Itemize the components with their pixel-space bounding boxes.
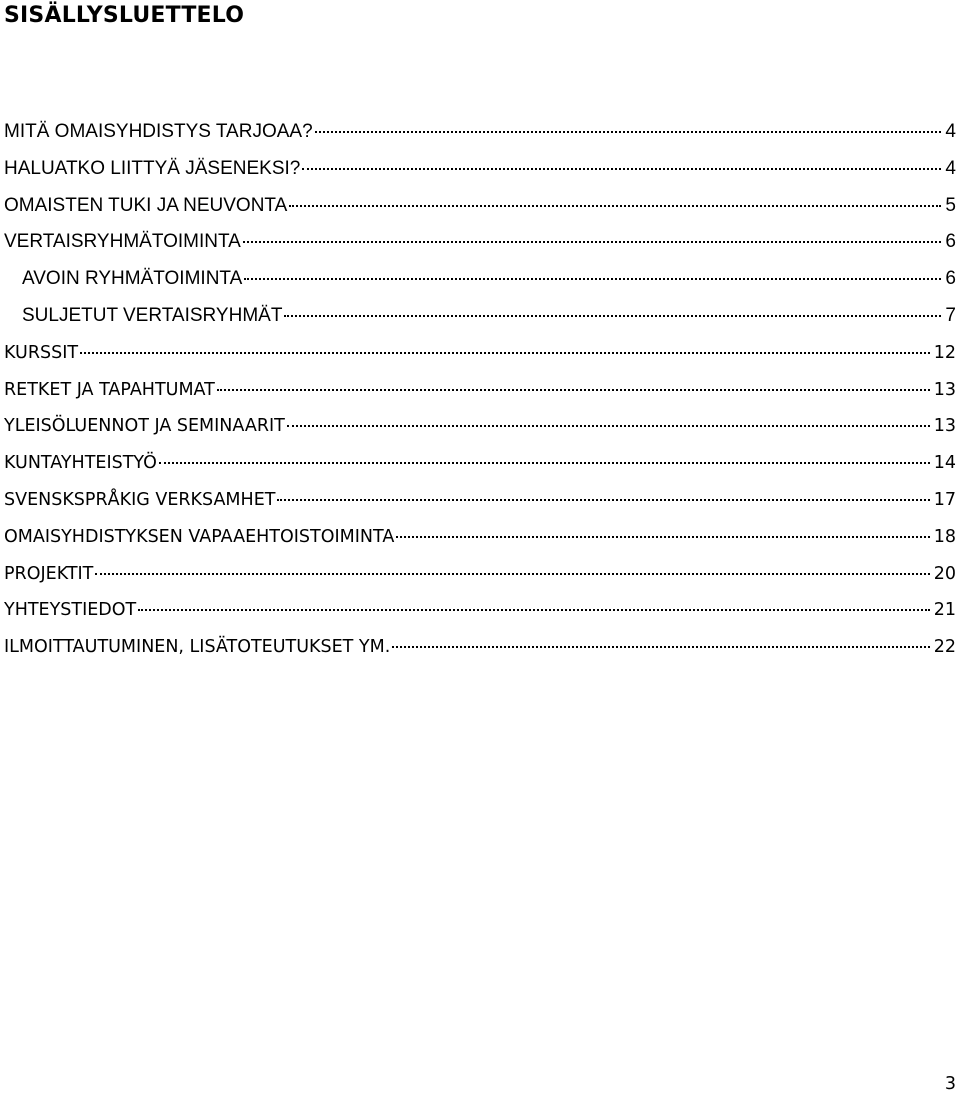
toc-entry-page-number: 22 [933, 637, 956, 658]
toc-entry[interactable] [4, 335, 956, 372]
toc-entry[interactable] [4, 114, 956, 151]
toc-entry[interactable] [4, 556, 956, 593]
toc-entry-page-number: 17 [933, 489, 956, 510]
toc-entry-label: VERTAISRYHMÄTOIMINTA [4, 231, 241, 253]
toc-entry[interactable] [4, 188, 956, 225]
toc-entry-page-number: 20 [933, 563, 956, 584]
toc-entry[interactable] [4, 224, 956, 261]
toc-entry[interactable] [4, 482, 956, 519]
toc-entry-label: KUNTAYHTEISTYÖ [4, 453, 157, 474]
toc-entry[interactable] [4, 519, 956, 556]
toc-entry-page-number: 21 [933, 600, 956, 621]
toc-entry-label: PROJEKTIT [4, 563, 94, 584]
toc-entry-label: YHTEYSTIEDOT [4, 600, 137, 621]
toc-dot-leader [95, 572, 929, 575]
toc-entry[interactable] [4, 372, 956, 409]
toc-dot-leader [80, 351, 930, 354]
toc-dot-leader [277, 498, 929, 501]
toc-dot-leader [396, 535, 929, 538]
toc-entry-label: AVOIN RYHMÄTOIMINTA [22, 268, 243, 290]
toc-dot-leader [138, 608, 929, 611]
toc-entry[interactable] [4, 445, 956, 482]
toc-entry[interactable] [4, 298, 956, 335]
toc-dot-leader [287, 424, 930, 427]
toc-entry-label: MITÄ OMAISYHDISTYS TARJOAA? [4, 121, 313, 142]
toc-entry-page-number: 13 [933, 379, 956, 400]
toc-entry[interactable] [4, 592, 956, 629]
toc-dot-leader [392, 645, 929, 648]
toc-entry-page-number: 4 [945, 157, 956, 179]
toc-entry-page-number: 18 [933, 526, 956, 547]
toc-entry-label: OMAISTEN TUKI JA NEUVONTA [4, 194, 288, 216]
toc-dot-leader [217, 388, 930, 391]
page-title: SISÄLLYSLUETTELO [4, 3, 245, 28]
toc-entry-label: YLEISÖLUENNOT JA SEMINAARIT [4, 416, 285, 437]
toc-entry-label: HALUATKO LIITTYÄ JÄSENEKSI? [4, 157, 301, 179]
toc-dot-leader [289, 204, 941, 207]
toc-dot-leader [284, 314, 941, 317]
toc-entry-label: ILMOITTAUTUMINEN, LISÄTOTEUTUKSET YM. [4, 637, 391, 658]
toc-entry-label: OMAISYHDISTYKSEN VAPAAEHTOISTOIMINTA [4, 526, 395, 547]
toc-dot-leader [243, 240, 942, 243]
toc-entry[interactable] [4, 151, 956, 188]
toc-entry-label: RETKET JA TAPAHTUMAT [4, 379, 215, 400]
toc-entry-page-number: 13 [933, 416, 956, 437]
toc-entry-label: KURSSIT [4, 342, 79, 363]
page-number: 3 [944, 1074, 956, 1094]
table-of-contents [4, 114, 956, 666]
toc-entry-page-number: 6 [945, 231, 956, 253]
toc-entry[interactable] [4, 629, 956, 666]
toc-entry-page-number: 14 [933, 453, 956, 474]
toc-entry[interactable] [4, 408, 956, 445]
toc-dot-leader [315, 130, 942, 133]
toc-dot-leader [302, 167, 941, 170]
toc-entry-label: SVENSKSPRÅKIG VERKSAMHET [4, 489, 276, 510]
toc-entry-page-number: 12 [933, 342, 956, 363]
toc-entry[interactable] [4, 261, 956, 298]
toc-dot-leader [244, 277, 941, 280]
toc-entry-page-number: 7 [945, 304, 956, 326]
toc-entry-page-number: 5 [945, 194, 956, 216]
toc-entry-page-number: 6 [945, 268, 956, 290]
toc-dot-leader [159, 461, 930, 464]
toc-entry-label: SULJETUT VERTAISRYHMÄT [22, 304, 283, 326]
toc-entry-page-number: 4 [945, 121, 956, 142]
